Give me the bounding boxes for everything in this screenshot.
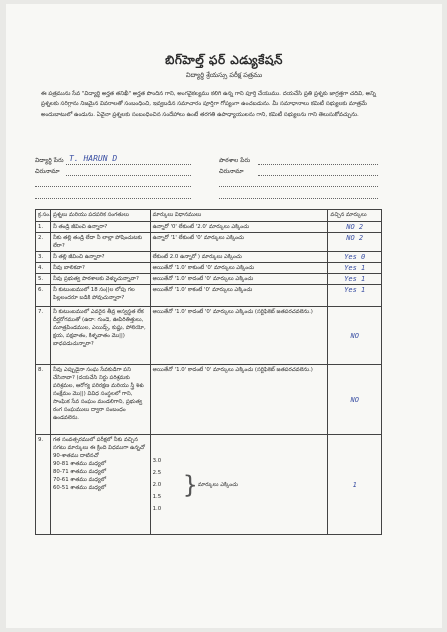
questions-table [35, 209, 382, 535]
extra-line-right [219, 186, 378, 187]
row-question: నీ కుటుంబములో ఎవరైన తీవ్ర అస్వస్థత లేక దీర్ఘరోగముతో (ఉదా: గుండె, ఊపిరితిత్తులు, మూత్రపిండముల, ఎయిడ్స్, కుష్టు, పోలియో, క్షయ, పక్షవాతం, కిళ్ళవాతం మొ||) బాధపడుచున్నారా? [50, 307, 150, 365]
row-num: 6. [36, 285, 51, 307]
row-num: 9. [36, 435, 51, 535]
row-question: నీ తల్లి జీవించి ఉన్నారా? [50, 252, 150, 263]
brace-icon: } [182, 470, 198, 499]
address-label: చిరునామా [35, 168, 60, 175]
table-row [36, 222, 382, 233]
row-marks: అయితేనో '1.0' కాకుంటే '0' మార్కులు ఎక్కించు [150, 263, 328, 274]
row-marks: అయితేనో '1.0' కాదంటే '0' మార్కులు ఎక్కించు [150, 274, 328, 285]
form-subtitle: విద్యార్థి శ్రేయస్సు పరీక్ష పత్రము [185, 71, 263, 79]
sub-item: 90-శాతము దాటినచో [52, 453, 99, 459]
row-marks: ఉన్నారో '1' లేకుంటే '0' మార్కులు ఎక్కించు [150, 233, 328, 252]
sub-item: 80-71 శాతము మధ్యలో [52, 469, 107, 475]
row-question: నీకు తల్లి తండ్రి లేదా నీ లాల్లా పోషించుటకు లేరా? [50, 233, 150, 252]
row-num: 8. [36, 365, 51, 435]
row-answer[interactable]: 1 [328, 435, 382, 535]
address-line[interactable] [66, 175, 191, 176]
row-marks: అయితేనో '1.0' కాదంటే '0' మార్కులు ఎక్కించు (సర్టిఫికెట్ జతపరచవలెను.) [150, 307, 328, 365]
row-answer[interactable]: Yes 1 [328, 274, 382, 285]
table-row [36, 285, 382, 307]
sub-item: 70-61 శాతము మధ్యలో [52, 477, 107, 483]
school-name-label: పాఠశాల పేరు [219, 157, 251, 164]
scale-value: 2.0 [152, 481, 162, 488]
address2-label: చిరునామా [219, 168, 244, 175]
student-name-label: విద్యార్థి పేరు [35, 157, 64, 164]
row-marks: మార్కులు ఎక్కించు [197, 481, 239, 488]
header-serial: క్ర.సం. [36, 210, 51, 222]
table-row [36, 274, 382, 285]
score-scale [153, 455, 183, 515]
sub-item: 60-51 శాతము మధ్యలో [52, 485, 107, 491]
row-question: నీ కుటుంబములో 18 సం||ల లోపు గల పిల్లలందరూ బడికి పోవుచున్నారా? [50, 285, 150, 307]
student-name-line [66, 164, 191, 165]
row-question [50, 435, 150, 535]
row-question: నీవు ఎప్పుడైనా సంఘ సేవకుడిగా పని చేసినావా? (దయచేసి నిర్థు పరిశ్రమకు పరిశ్రమల, ఆరోగ్య పరిరక్షణ మరియు స్త్రీ శిశు సంక్షేమం మొ||) వివిధ సంస్థలలో గాని, సాంఘిక సేవ సంఘం మండలిగాని, ప్రభుత్వ రంగ సంఘములు ద్వారా సంబంధం ఉండవలెను. [50, 365, 150, 435]
scale-value: 3.0 [152, 457, 162, 464]
form-title: బిగ్‌హెల్త్ ఫర్ ఎడ్యుకేషన్ [165, 53, 283, 67]
row-question: నీ తండ్రి జీవించి ఉన్నారా? [50, 222, 150, 233]
row-answer[interactable]: NO 2 [328, 233, 382, 252]
extra-line-left-2 [35, 198, 191, 199]
row-marks: అయితేనో '1.0' కాదంటే '0' మార్కులు ఎక్కించు (సర్టిఫికెట్ జతపరచవలెను.) [150, 365, 328, 435]
row-answer[interactable]: Yes 0 [328, 252, 382, 263]
row-answer[interactable]: Yes 1 [328, 285, 382, 307]
header-obtained-marks: వచ్చిన మార్కులు [328, 210, 382, 222]
header-marks-method: మార్కులు విధానములు [150, 210, 328, 222]
table-header-row [36, 210, 382, 222]
row-answer[interactable]: NO [328, 365, 382, 435]
row-answer[interactable]: NO [328, 307, 382, 365]
scale-value: 1.0 [152, 505, 162, 512]
row-num: 3. [36, 252, 51, 263]
row-question: నీవు ప్రభుత్వ పాఠశాలకు వెళ్ళుచున్నావా? [50, 274, 150, 285]
table-row [36, 252, 382, 263]
row-num: 1. [36, 222, 51, 233]
row-num: 4. [36, 263, 51, 274]
row-num: 2. [36, 233, 51, 252]
address2-line[interactable] [258, 175, 378, 176]
table-row [36, 263, 382, 274]
row-marks: అయితేనో '1.0' కాకంటే '0' మార్కులు ఎక్కించు [150, 285, 328, 307]
row-answer[interactable]: Yes 1 [328, 263, 382, 274]
form-sheet [6, 4, 442, 628]
row-question: నీవు బాలికవా? [50, 263, 150, 274]
extra-line-left [35, 186, 191, 187]
school-name-line[interactable] [258, 164, 378, 165]
scale-value: 1.5 [152, 493, 162, 500]
row-marks: లేకుంటే 2.0 ఉన్నారో ) మార్కులు ఎక్కించు [150, 252, 328, 263]
row-num: 7. [36, 307, 51, 365]
header-question: ప్రశ్నలు మరియు పదపరిక సంగతులు [50, 210, 150, 222]
row-question-text: గత సంవత్సరములో పరీక్షలో నీకు వచ్చిన సగటు మార్కులు ఈ క్రింది విధముగా ఉన్నచో [52, 437, 145, 451]
table-row [36, 365, 382, 435]
sub-item: 90-81 శాతము మధ్యలో [52, 461, 107, 467]
student-name-value[interactable]: T. HARUN D [69, 154, 118, 163]
row-marks: ఉన్నారో '0' లేకుంటే '2.0' మార్కులు ఎక్కించు [150, 222, 328, 233]
table-row [36, 435, 382, 535]
table-row [36, 307, 382, 365]
row-answer[interactable]: NO 2 [328, 222, 382, 233]
table-row [36, 233, 382, 252]
intro-paragraph: ఈ పత్రమును సేవ "విద్యార్థి అర్హత తనిఖీ" అర్హత పొందిన గాని, అంగవైకల్యము కలిగి ఉన్న గాని పూర్తి చేయుము. దయచేసి ప్రతి ప్రశ్నకు జాగ్రత్తగా చదివి, అన్ని ప్రశ్నలకు సరిగ్గాను నిజమైన వివరాలతో సంబంధించి, ఇవ్వబడిన సమాచారం పూర్తిగా గోప్యంగా ఉంచబడును. మీ సమాధానాలు కమిటీ సభ్యులకు మాత్రమే అందుబాటులో ఉండును. ఏవైనా ప్రశ్నలకు సంబంధించిన సందేహాలు ఉంటే తరగతి ఉపాధ్యాయులను గాని, కమిటీ సభ్యులను గాని తెలుసుకోవచ్చును. [41, 91, 376, 118]
extra-line-right-2 [219, 198, 378, 199]
row-num: 5. [36, 274, 51, 285]
scale-value: 2.5 [152, 469, 162, 476]
row-marks-cell [150, 435, 328, 535]
